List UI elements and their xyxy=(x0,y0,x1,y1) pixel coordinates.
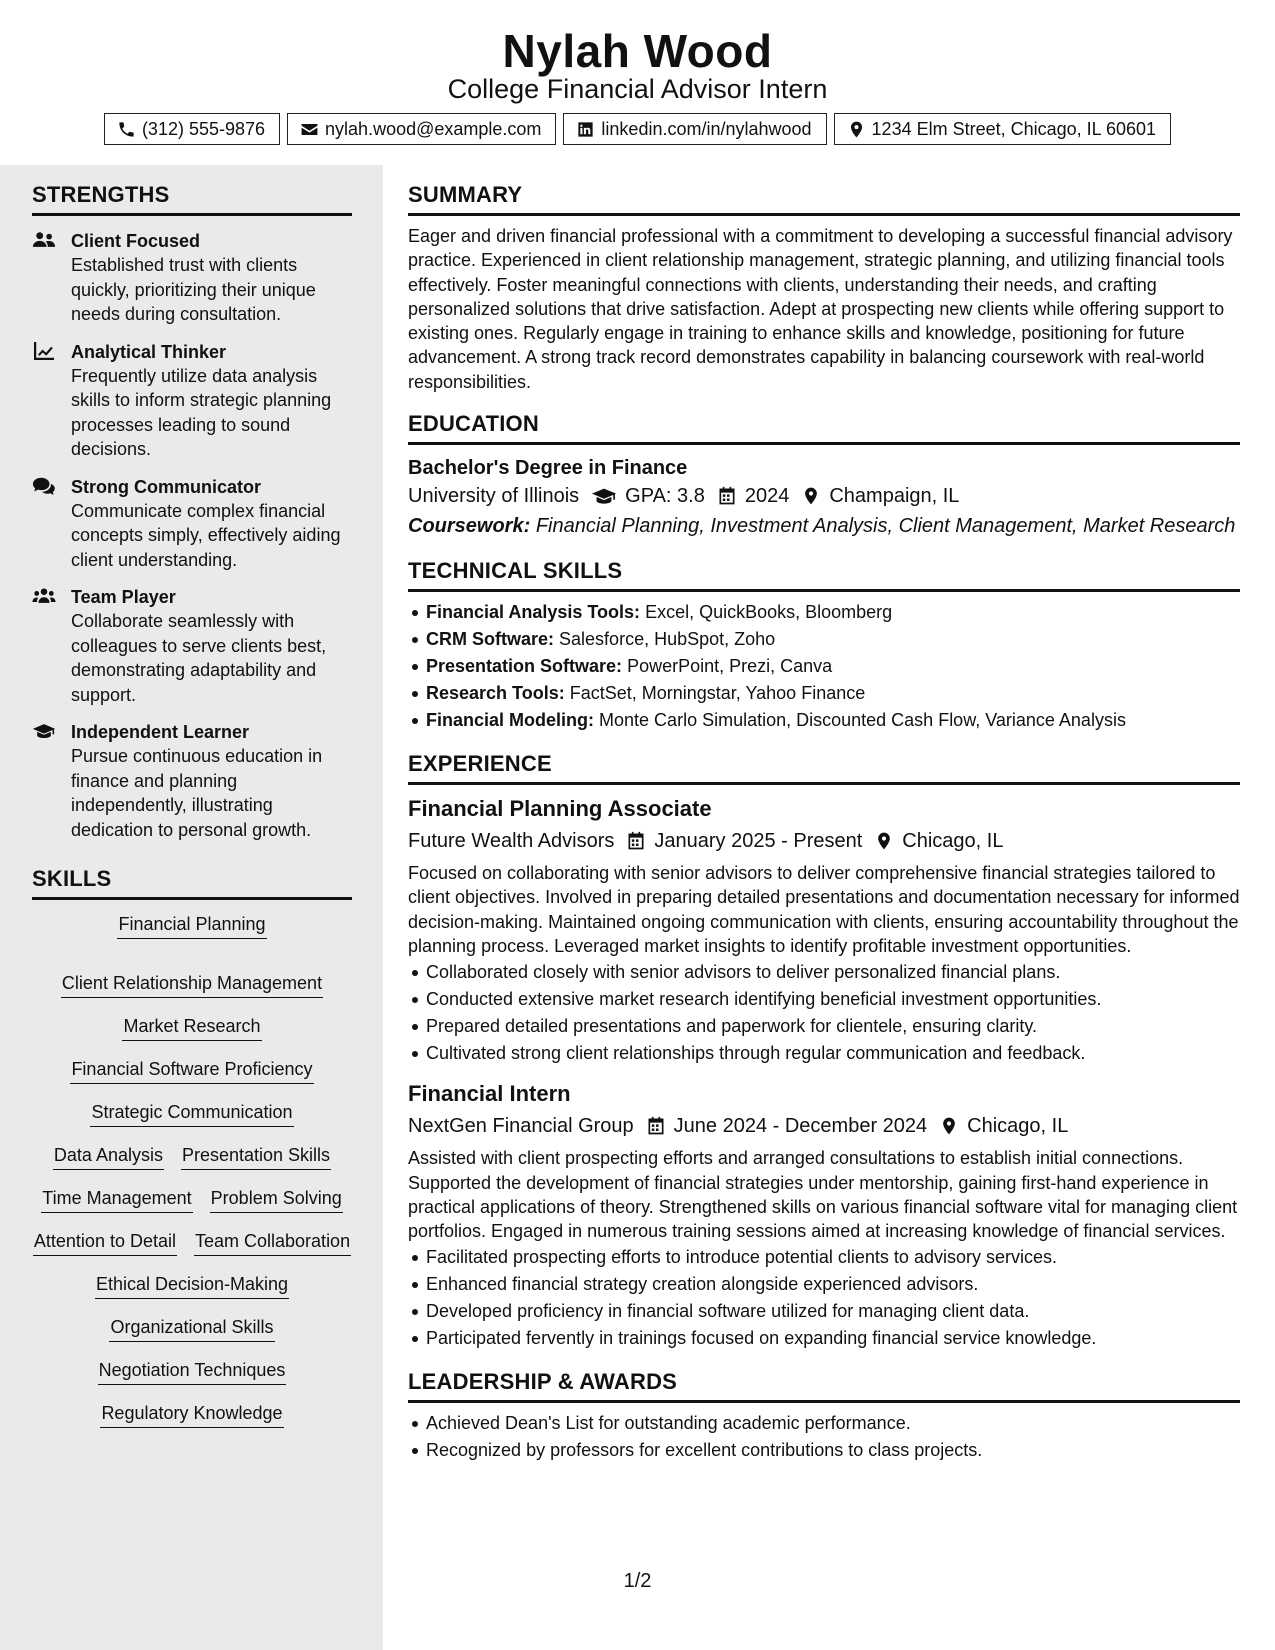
job-description: Assisted with client prospecting efforts and arranged consultations to establish initial connections. Supported the development of financial strategies under mentorship, gaining first-hand experience in practical applications of theory. Strengthened skills on various financial software vital for managing client portfolios. Engaged in numerous training sessions aimed at increasing knowledge of financial services. xyxy=(408,1148,1238,1242)
job-meta xyxy=(408,826,1240,856)
contact-address[interactable] xyxy=(834,113,1172,145)
comments-icon xyxy=(32,476,56,496)
list-item: Conducted extensive market research identifying beneficial investment opportunities. xyxy=(408,986,1240,1013)
gpa: GPA: 3.8 xyxy=(625,485,705,508)
job-location: Chicago, IL xyxy=(967,1115,1069,1138)
list-item: Enhanced financial strategy creation alongside experienced advisors. xyxy=(408,1271,1240,1298)
skill-tag: Strategic Communication xyxy=(90,1100,293,1127)
technical-skills-heading: TECHNICAL SKILLS xyxy=(408,558,1240,592)
education-meta xyxy=(408,481,1240,511)
list-item: Participated fervently in trainings focused on expanding financial service knowledge. xyxy=(408,1325,1240,1352)
list-item: Research Tools: FactSet, Morningstar, Yahoo Finance xyxy=(408,680,1240,707)
skill-tag: Problem Solving xyxy=(210,1186,343,1213)
leadership-heading: LEADERSHIP & AWARDS xyxy=(408,1369,1240,1403)
skill-tag: Negotiation Techniques xyxy=(98,1358,287,1385)
contact-bar xyxy=(0,113,1275,145)
calendar-icon xyxy=(646,1116,666,1136)
skill-tag: Ethical Decision-Making xyxy=(95,1272,289,1299)
list-item: Cultivated strong client relationships through regular communication and feedback. xyxy=(408,1040,1240,1067)
map-pin-icon xyxy=(801,486,821,506)
experience-heading: EXPERIENCE xyxy=(408,751,1240,785)
strength-item xyxy=(32,720,352,842)
team-icon xyxy=(32,586,56,606)
skill-tag: Organizational Skills xyxy=(109,1315,274,1342)
skill-tag: Team Collaboration xyxy=(194,1229,351,1256)
strength-item xyxy=(32,475,352,573)
graduation-year: 2024 xyxy=(744,485,790,508)
school-location: Champaign, IL xyxy=(829,485,960,508)
page-number: 1/2 xyxy=(623,1570,652,1592)
strength-item xyxy=(32,340,352,462)
skill-tag: Market Research xyxy=(122,1014,261,1041)
contact-address-text: 1234 Elm Street, Chicago, IL 60601 xyxy=(871,118,1157,139)
degree-name: Bachelor's Degree in Finance xyxy=(408,457,688,480)
company-name: Future Wealth Advisors xyxy=(408,830,615,853)
resume-header xyxy=(0,0,1275,165)
skill-tag: Data Analysis xyxy=(53,1143,164,1170)
strength-title: Team Player xyxy=(71,587,176,607)
chart-line-icon xyxy=(32,341,56,361)
graduation-cap-icon xyxy=(32,721,56,741)
envelope-icon xyxy=(300,120,319,139)
job-bullets xyxy=(408,959,1240,1067)
candidate-name: Nylah Wood xyxy=(502,25,773,77)
sidebar xyxy=(0,165,383,1650)
education-heading: EDUCATION xyxy=(408,411,1240,445)
coursework-label: Coursework: xyxy=(408,515,531,538)
strength-title: Client Focused xyxy=(71,231,201,251)
skill-tag: Client Relationship Management xyxy=(61,971,323,998)
coursework-list: Financial Planning, Investment Analysis, Client Management, Market Research xyxy=(535,515,1236,538)
job-title: Financial Intern xyxy=(408,1081,571,1107)
map-pin-icon xyxy=(939,1116,959,1136)
strength-item xyxy=(32,585,352,707)
calendar-icon xyxy=(717,486,737,506)
map-pin-icon xyxy=(874,831,894,851)
leadership-list xyxy=(408,1410,1240,1464)
technical-skills-list xyxy=(408,599,1240,734)
skill-tag: Attention to Detail xyxy=(33,1229,177,1256)
list-item: Prepared detailed presentations and paperwork for clientele, ensuring clarity. xyxy=(408,1013,1240,1040)
strength-desc: Pursue continuous education in finance and planning independently, illustrating dedication to personal growth. xyxy=(71,746,323,840)
coursework xyxy=(408,511,1240,541)
strength-title: Independent Learner xyxy=(71,722,250,742)
contact-linkedin-text: linkedin.com/in/nylahwood xyxy=(601,118,812,139)
job-title: Financial Planning Associate xyxy=(408,796,712,822)
job-meta xyxy=(408,1111,1240,1141)
skills-list xyxy=(32,912,352,1428)
strength-title: Strong Communicator xyxy=(71,476,262,497)
linkedin-icon xyxy=(576,120,595,139)
strength-desc: Collaborate seamlessly with colleagues to serve clients best, demonstrating adaptability and support. xyxy=(71,611,327,705)
job-dates: June 2024 - December 2024 xyxy=(673,1115,928,1138)
contact-phone-text: (312) 555-9876 xyxy=(141,118,266,139)
strengths-heading: STRENGTHS xyxy=(32,182,352,216)
contact-email[interactable] xyxy=(287,113,556,145)
school-name: University of Illinois xyxy=(408,485,580,508)
users-icon xyxy=(32,230,56,250)
job-bullets xyxy=(408,1244,1240,1352)
list-item: Financial Modeling: Monte Carlo Simulation, Discounted Cash Flow, Variance Analysis xyxy=(408,707,1240,734)
strength-desc: Established trust with clients quickly, prioritizing their unique needs during consultation. xyxy=(71,255,316,324)
contact-phone[interactable] xyxy=(104,113,280,145)
list-item: Facilitated prospecting efforts to introduce potential clients to advisory services. xyxy=(408,1244,1240,1271)
job-dates: January 2025 - Present xyxy=(654,830,863,853)
skill-tag: Financial Software Proficiency xyxy=(70,1057,313,1084)
calendar-icon xyxy=(626,831,646,851)
contact-email-text: nylah.wood@example.com xyxy=(325,118,542,139)
map-pin-icon xyxy=(847,120,866,139)
list-item: Recognized by professors for excellent contributions to class projects. xyxy=(408,1437,1240,1464)
list-item: Financial Analysis Tools: Excel, QuickBooks, Bloomberg xyxy=(408,599,1240,626)
phone-icon xyxy=(117,120,136,139)
skills-heading: SKILLS xyxy=(32,866,352,900)
strength-desc: Frequently utilize data analysis skills to inform strategic planning processes leading to sound decisions. xyxy=(71,365,332,459)
list-item: Achieved Dean's List for outstanding academic performance. xyxy=(408,1410,1240,1437)
summary-text: Eager and driven financial professional with a commitment to developing a successful financial advisory practice. Experienced in client relationship management, strategic planning, and utilizing financial tools effectively. Foster meaningful connections with clients, understanding their needs, and crafting personalized solutions that drive satisfaction. Adept at prospecting new clients while offering support to existing ones. Regularly engage in training to enhance skills and knowledge, positioning for future advancement. A strong track record demonstrates capability in balancing coursework with real-world responsibilities. xyxy=(408,226,1233,392)
strength-item xyxy=(32,229,352,327)
skill-tag: Time Management xyxy=(41,1186,192,1213)
list-item: Developed proficiency in financial software utilized for managing client data. xyxy=(408,1298,1240,1325)
contact-linkedin[interactable] xyxy=(563,113,826,145)
main-column xyxy=(408,182,1240,1464)
skill-tag: Regulatory Knowledge xyxy=(100,1401,283,1428)
job-location: Chicago, IL xyxy=(902,830,1004,853)
summary-heading: SUMMARY xyxy=(408,182,1240,216)
skill-tag: Presentation Skills xyxy=(181,1143,331,1170)
job-description: Focused on collaborating with senior advisors to deliver comprehensive financial strategies tailored to client objectives. Involved in preparing detailed presentations and documentation necessary for informed decision-making. Maintained ongoing communication with clients, ensuring accountability throughout the planning process. Leveraged market insights to identify profitable investment opportunities. xyxy=(408,863,1240,956)
candidate-title: College Financial Advisor Intern xyxy=(447,74,828,104)
list-item: Presentation Software: PowerPoint, Prezi, Canva xyxy=(408,653,1240,680)
strength-desc: Communicate complex financial concepts simply, effectively aiding client understanding. xyxy=(71,500,341,570)
graduation-cap-icon xyxy=(591,486,617,506)
list-item: Collaborated closely with senior advisors to deliver personalized financial plans. xyxy=(408,959,1240,986)
company-name: NextGen Financial Group xyxy=(408,1115,634,1138)
skill-tag: Financial Planning xyxy=(117,912,266,939)
strength-title: Analytical Thinker xyxy=(71,341,227,362)
list-item: CRM Software: Salesforce, HubSpot, Zoho xyxy=(408,626,1240,653)
